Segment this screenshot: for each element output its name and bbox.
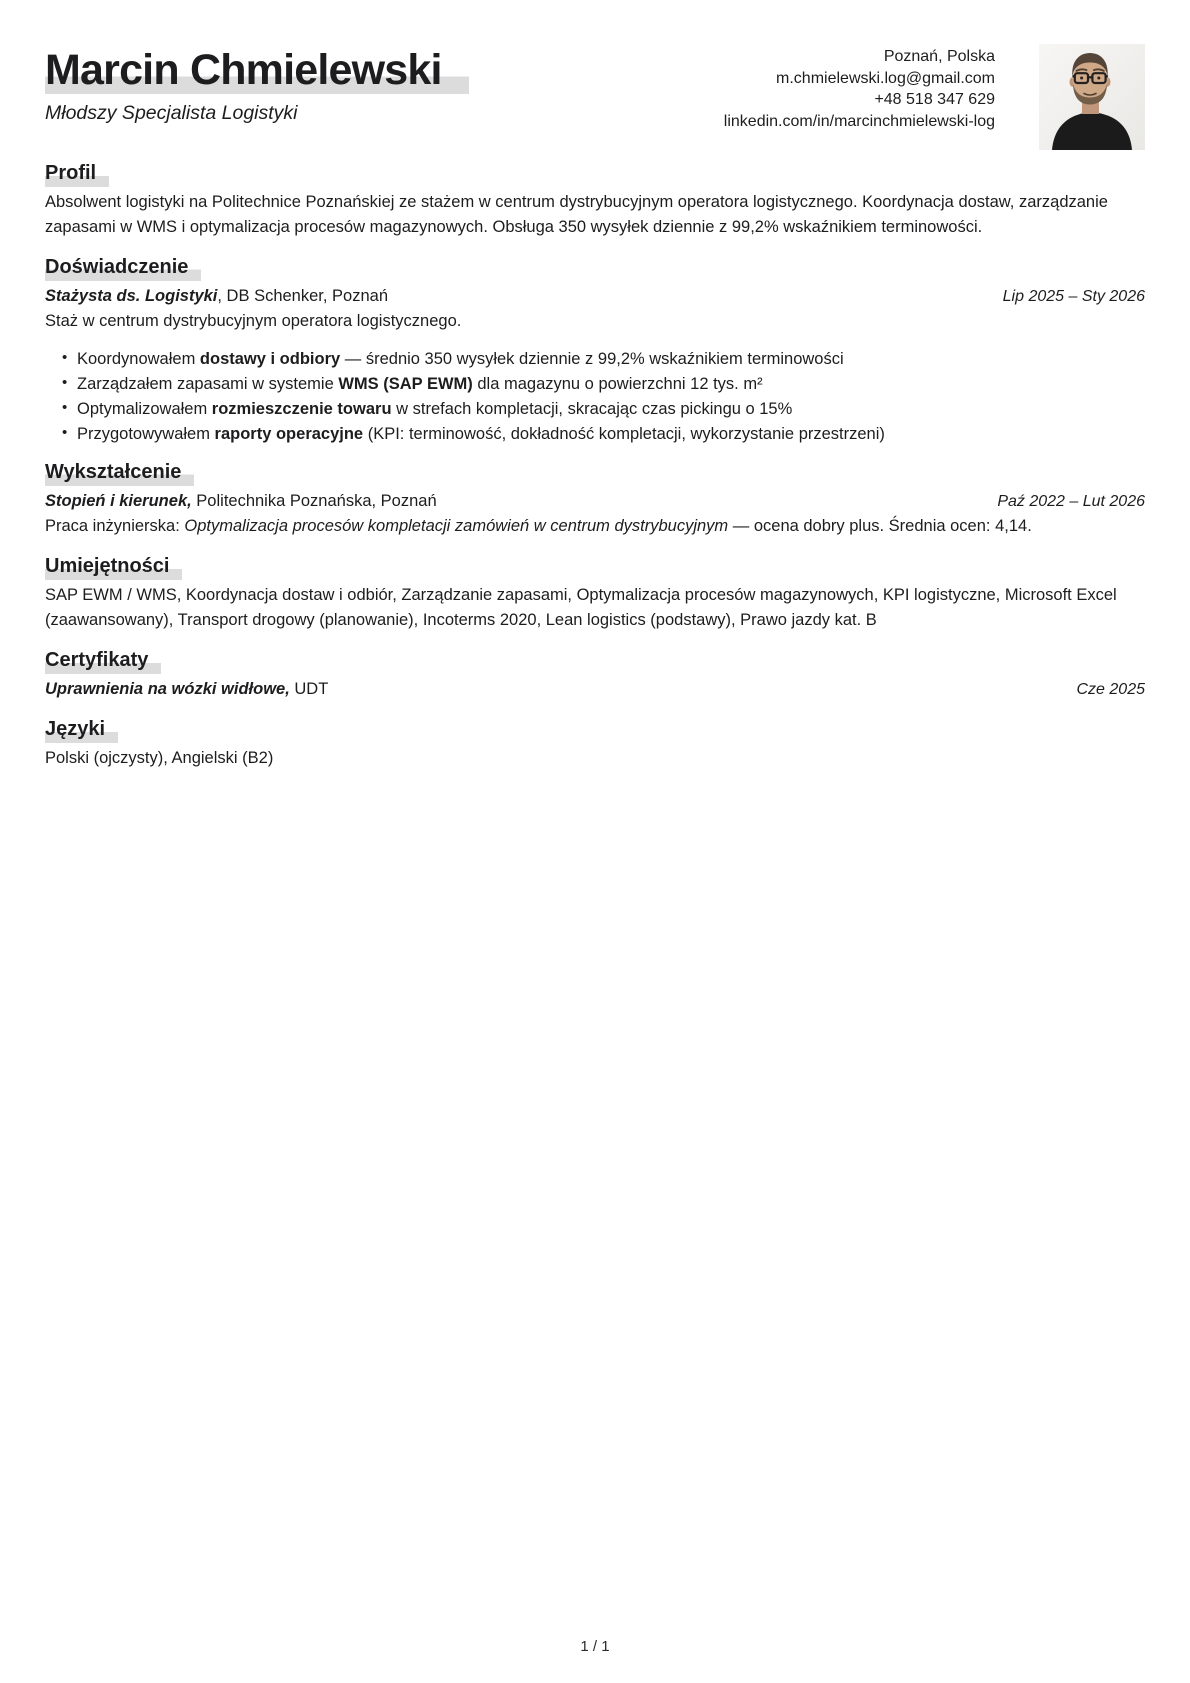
profil-heading	[45, 161, 1145, 185]
contact-linkedin: linkedin.com/in/marcinchmielewski-log	[723, 112, 995, 130]
section-certyfikaty	[45, 648, 1145, 702]
experience-entry-header	[45, 284, 1145, 309]
contact-email: m.chmielewski.log@gmail.com	[776, 69, 995, 87]
thesis-label: Praca inżynierska:	[45, 517, 185, 535]
doswiadczenie-heading	[45, 255, 1145, 279]
jezyki-heading	[45, 717, 1145, 741]
bullet-text-bold: dostawy i odbiory	[199, 350, 341, 368]
person-name: Marcin Chmielewski	[45, 47, 469, 94]
doswiadczenie-heading-text: Doświadczenie	[45, 256, 201, 281]
education-degree: Stopień i kierunek,	[45, 492, 192, 510]
umiejetnosci-heading-text: Umiejętności	[45, 555, 182, 580]
portrait-illustration	[1039, 44, 1145, 150]
certificate-name-line	[45, 677, 328, 702]
wyksztalcenie-heading-text: Wykształcenie	[45, 461, 194, 486]
person-job-title: Młodszy Specjalista Logistyki	[45, 102, 298, 124]
education-school: Politechnika Poznańska, Poznań	[191, 492, 437, 510]
profil-heading-text: Profil	[45, 162, 109, 187]
education-entry-header	[45, 489, 1145, 514]
bullet-text: Zarządzałem zapasami w systemie	[77, 375, 339, 393]
certificate-dates: Cze 2025	[1076, 681, 1145, 698]
bullet-text: Koordynowałem	[77, 350, 200, 368]
header	[45, 44, 1145, 150]
certificate-name: Uprawnienia na wózki widłowe,	[45, 680, 290, 698]
section-wyksztalcenie	[45, 460, 1145, 539]
experience-bullet	[62, 348, 1145, 370]
profile-photo	[1039, 44, 1145, 150]
education-dates: Paź 2022 – Lut 2026	[997, 493, 1145, 510]
bullet-icon: •	[62, 374, 68, 391]
experience-bullet	[62, 373, 1145, 395]
certyfikaty-heading	[45, 648, 1145, 672]
languages-text: Polski (ojczysty), Angielski (B2)	[45, 749, 274, 767]
bullet-text: w strefach kompletacji, skracając czas pickingu o 15%	[391, 400, 793, 418]
experience-bullet	[62, 398, 1145, 420]
experience-dates: Lip 2025 – Sty 2026	[1002, 288, 1145, 305]
umiejetnosci-heading	[45, 554, 1145, 578]
section-jezyki	[45, 717, 1145, 771]
section-umiejetnosci	[45, 554, 1145, 633]
bullet-text-bold: WMS (SAP EWM)	[338, 375, 473, 393]
bullet-icon: •	[62, 349, 68, 366]
experience-role: Stażysta ds. Logistyki	[45, 287, 218, 305]
experience-company: , DB Schenker, Poznań	[217, 287, 388, 305]
contact-block	[724, 44, 995, 132]
bullet-icon: •	[62, 399, 68, 416]
bullet-text: Optymalizowałem	[77, 400, 212, 418]
section-doswiadczenie	[45, 255, 1145, 445]
page-number: 1 / 1	[580, 1638, 610, 1655]
certificate-issuer: UDT	[289, 680, 329, 698]
certificate-entry-header	[45, 677, 1145, 702]
page-footer	[0, 1638, 1190, 1655]
identity-block	[45, 44, 469, 125]
experience-summary: Staż w centrum dystrybucyjnym operatora logistycznego.	[45, 312, 462, 330]
bullet-text: Przygotowywałem	[77, 425, 215, 443]
jezyki-heading-text: Języki	[45, 718, 118, 743]
contact-phone: +48 518 347 629	[874, 91, 995, 109]
bullet-text-bold: rozmieszczenie towaru	[211, 400, 392, 418]
bullet-text: — średnio 350 wysyłek dziennie z 99,2% wskaźnikiem terminowości	[340, 350, 844, 368]
experience-bullet	[62, 423, 1145, 445]
thesis-result: — ocena dobry plus. Średnia ocen: 4,14.	[728, 517, 1032, 535]
certyfikaty-heading-text: Certyfikaty	[45, 649, 161, 674]
education-degree-line	[45, 489, 437, 514]
bullet-text: (KPI: terminowość, dokładność kompletacji, wykorzystanie przestrzeni)	[363, 425, 885, 443]
experience-role-line	[45, 284, 388, 309]
section-profil	[45, 161, 1145, 240]
bullet-text-bold: raporty operacyjne	[214, 425, 364, 443]
bullet-text: dla magazynu o powierzchni 12 tys. m²	[472, 375, 763, 393]
education-thesis	[45, 514, 1145, 539]
skills-text: SAP EWM / WMS, Koordynacja dostaw i odbiór, Zarządzanie zapasami, Optymalizacja procesów magazynowych, KPI logistyczne, Microsoft Excel (zaawansowany), Transport drogowy (planowanie), Incoterms 2020, Lean logistics (podstawy), Prawo jazdy kat. B	[45, 586, 1117, 629]
contact-location: Poznań, Polska	[883, 48, 995, 65]
profil-text: Absolwent logistyki na Politechnice Poznańskiej ze stażem w centrum dystrybucyjnym operatora logistycznego. Koordynacja dostaw, zarządzanie zapasami w WMS i optymalizacja procesów magazynowych. Obsługa 350 wysyłek dziennie z 99,2% wskaźnikiem terminowości.	[45, 193, 1108, 236]
thesis-title: Optymalizacja procesów kompletacji zamówień w centrum dystrybucyjnym	[184, 517, 729, 535]
bullet-icon: •	[62, 424, 68, 441]
wyksztalcenie-heading	[45, 460, 1145, 484]
header-right	[724, 44, 1145, 150]
experience-bullet-list	[45, 348, 1145, 445]
